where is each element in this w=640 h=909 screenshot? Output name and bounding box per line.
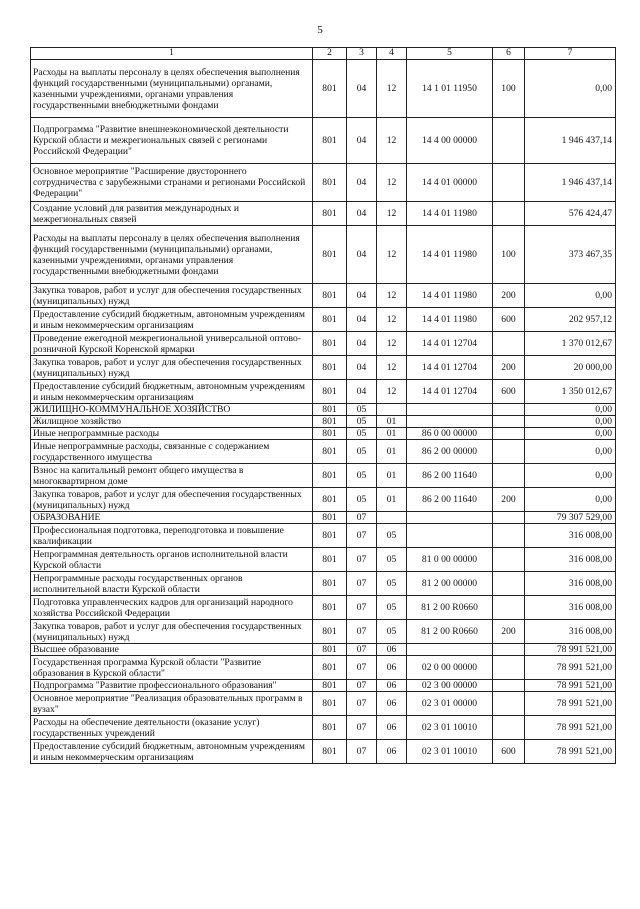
cell-pr bbox=[377, 512, 407, 524]
table-row bbox=[31, 692, 616, 716]
cell-sum: 0,00 bbox=[525, 416, 616, 428]
cell-name: Подпрограмма "Развитие профессионального образования" bbox=[31, 680, 313, 692]
cell-vr bbox=[493, 464, 525, 488]
cell-name: Предоставление субсидий бюджетным, автономным учреждениям и иным некоммерческим организациям bbox=[31, 380, 313, 404]
cell-csr: 81 2 00 R0660 bbox=[407, 596, 493, 620]
cell-sum: 316 008,00 bbox=[525, 524, 616, 548]
cell-csr: 14 4 01 12704 bbox=[407, 356, 493, 380]
cell-pr: 06 bbox=[377, 692, 407, 716]
cell-gr: 801 bbox=[313, 428, 347, 440]
cell-rz: 04 bbox=[347, 356, 377, 380]
cell-csr bbox=[407, 404, 493, 416]
cell-gr: 801 bbox=[313, 644, 347, 656]
cell-gr: 801 bbox=[313, 416, 347, 428]
cell-vr bbox=[493, 428, 525, 440]
cell-name: Проведение ежегодной межрегиональной универсальной оптово-розничной Курской Коренской ярмарки bbox=[31, 332, 313, 356]
cell-name: Профессиональная подготовка, переподготовка и повышение квалификации bbox=[31, 524, 313, 548]
cell-gr: 801 bbox=[313, 692, 347, 716]
table-row bbox=[31, 226, 616, 284]
table-row bbox=[31, 716, 616, 740]
table-row bbox=[31, 202, 616, 226]
cell-vr bbox=[493, 692, 525, 716]
table-row bbox=[31, 60, 616, 118]
cell-vr bbox=[493, 656, 525, 680]
cell-vr bbox=[493, 644, 525, 656]
cell-csr: 02 3 00 00000 bbox=[407, 680, 493, 692]
cell-gr: 801 bbox=[313, 524, 347, 548]
cell-pr: 01 bbox=[377, 416, 407, 428]
cell-rz: 04 bbox=[347, 380, 377, 404]
table-row bbox=[31, 572, 616, 596]
cell-pr: 12 bbox=[377, 226, 407, 284]
cell-name: Иные непрограммные расходы, связанные с содержанием государственного имущества bbox=[31, 440, 313, 464]
cell-name: Иные непрограммные расходы bbox=[31, 428, 313, 440]
cell-rz: 05 bbox=[347, 416, 377, 428]
cell-rz: 05 bbox=[347, 428, 377, 440]
cell-csr bbox=[407, 644, 493, 656]
cell-name: Создание условий для развития международных и межрегиональных связей bbox=[31, 202, 313, 226]
cell-name: Основное мероприятие "Реализация образовательных программ в вузах" bbox=[31, 692, 313, 716]
cell-pr: 05 bbox=[377, 524, 407, 548]
cell-csr: 14 4 00 00000 bbox=[407, 118, 493, 164]
cell-csr: 86 0 00 00000 bbox=[407, 428, 493, 440]
cell-rz: 07 bbox=[347, 572, 377, 596]
cell-gr: 801 bbox=[313, 548, 347, 572]
cell-csr: 81 0 00 00000 bbox=[407, 548, 493, 572]
cell-rz: 04 bbox=[347, 308, 377, 332]
cell-rz: 05 bbox=[347, 464, 377, 488]
cell-vr bbox=[493, 416, 525, 428]
cell-name: Закупка товаров, работ и услуг для обеспечения государственных (муниципальных) нужд bbox=[31, 620, 313, 644]
cell-rz: 05 bbox=[347, 440, 377, 464]
cell-csr: 02 0 00 00000 bbox=[407, 656, 493, 680]
cell-csr: 14 1 01 11950 bbox=[407, 60, 493, 118]
cell-vr bbox=[493, 680, 525, 692]
header-cell: 7 bbox=[525, 48, 616, 60]
cell-sum: 316 008,00 bbox=[525, 572, 616, 596]
cell-gr: 801 bbox=[313, 60, 347, 118]
cell-sum: 0,00 bbox=[525, 488, 616, 512]
cell-csr: 86 2 00 11640 bbox=[407, 488, 493, 512]
header-cell: 6 bbox=[493, 48, 525, 60]
cell-csr bbox=[407, 416, 493, 428]
cell-rz: 05 bbox=[347, 488, 377, 512]
cell-rz: 07 bbox=[347, 548, 377, 572]
cell-sum: 316 008,00 bbox=[525, 548, 616, 572]
cell-pr: 06 bbox=[377, 716, 407, 740]
cell-gr: 801 bbox=[313, 656, 347, 680]
cell-pr: 01 bbox=[377, 488, 407, 512]
cell-pr: 12 bbox=[377, 60, 407, 118]
cell-rz: 04 bbox=[347, 164, 377, 202]
cell-rz: 07 bbox=[347, 644, 377, 656]
cell-csr bbox=[407, 524, 493, 548]
cell-gr: 801 bbox=[313, 356, 347, 380]
cell-name: Государственная программа Курской области "Развитие образования в Курской области" bbox=[31, 656, 313, 680]
cell-sum: 79 307 529,00 bbox=[525, 512, 616, 524]
cell-name: Основное мероприятие "Расширение двустороннего сотрудничества с зарубежными странами и регионами Российской Федерации" bbox=[31, 164, 313, 202]
table-row bbox=[31, 548, 616, 572]
table-row bbox=[31, 428, 616, 440]
budget-table bbox=[30, 47, 616, 764]
cell-gr: 801 bbox=[313, 284, 347, 308]
cell-vr bbox=[493, 404, 525, 416]
cell-gr: 801 bbox=[313, 380, 347, 404]
cell-gr: 801 bbox=[313, 680, 347, 692]
cell-vr bbox=[493, 512, 525, 524]
cell-rz: 04 bbox=[347, 226, 377, 284]
cell-vr bbox=[493, 332, 525, 356]
cell-pr: 12 bbox=[377, 164, 407, 202]
table-row bbox=[31, 440, 616, 464]
cell-sum: 576 424,47 bbox=[525, 202, 616, 226]
cell-gr: 801 bbox=[313, 202, 347, 226]
cell-pr: 12 bbox=[377, 284, 407, 308]
cell-gr: 801 bbox=[313, 740, 347, 764]
cell-vr bbox=[493, 118, 525, 164]
cell-pr: 12 bbox=[377, 356, 407, 380]
cell-name: Расходы на выплаты персоналу в целях обеспечения выполнения функций государственными (муниципальными) органами, казенными учреждениями, органами управления государственными внебюджетными фондами bbox=[31, 226, 313, 284]
cell-vr bbox=[493, 202, 525, 226]
table-row bbox=[31, 464, 616, 488]
cell-name: Закупка товаров, работ и услуг для обеспечения государственных (муниципальных) нужд bbox=[31, 284, 313, 308]
cell-sum: 78 991 521,00 bbox=[525, 680, 616, 692]
cell-name: Непрограммные расходы государственных органов исполнительной власти Курской области bbox=[31, 572, 313, 596]
cell-sum: 0,00 bbox=[525, 428, 616, 440]
cell-gr: 801 bbox=[313, 464, 347, 488]
cell-vr bbox=[493, 572, 525, 596]
cell-csr: 14 4 01 11980 bbox=[407, 308, 493, 332]
cell-csr: 81 2 00 R0660 bbox=[407, 620, 493, 644]
header-cell: 5 bbox=[407, 48, 493, 60]
cell-sum: 316 008,00 bbox=[525, 596, 616, 620]
cell-pr: 06 bbox=[377, 644, 407, 656]
cell-rz: 07 bbox=[347, 620, 377, 644]
cell-pr bbox=[377, 404, 407, 416]
cell-gr: 801 bbox=[313, 332, 347, 356]
cell-pr: 05 bbox=[377, 596, 407, 620]
cell-name: Предоставление субсидий бюджетным, автономным учреждениям и иным некоммерческим организациям bbox=[31, 740, 313, 764]
cell-csr: 02 3 01 10010 bbox=[407, 716, 493, 740]
cell-sum: 0,00 bbox=[525, 440, 616, 464]
cell-csr: 81 2 00 00000 bbox=[407, 572, 493, 596]
cell-name: ЖИЛИЩНО-КОММУНАЛЬНОЕ ХОЗЯЙСТВО bbox=[31, 404, 313, 416]
cell-pr: 05 bbox=[377, 620, 407, 644]
cell-sum: 1 350 012,67 bbox=[525, 380, 616, 404]
cell-gr: 801 bbox=[313, 716, 347, 740]
cell-name: ОБРАЗОВАНИЕ bbox=[31, 512, 313, 524]
cell-csr: 86 2 00 00000 bbox=[407, 440, 493, 464]
cell-sum: 1 946 437,14 bbox=[525, 164, 616, 202]
cell-name: Расходы на обеспечение деятельности (оказание услуг) государственных учреждений bbox=[31, 716, 313, 740]
page-number: 5 bbox=[317, 24, 323, 36]
cell-rz: 07 bbox=[347, 692, 377, 716]
table-row bbox=[31, 512, 616, 524]
cell-rz: 07 bbox=[347, 656, 377, 680]
cell-rz: 04 bbox=[347, 60, 377, 118]
table-row bbox=[31, 740, 616, 764]
cell-pr: 12 bbox=[377, 332, 407, 356]
cell-sum: 0,00 bbox=[525, 404, 616, 416]
cell-vr: 600 bbox=[493, 380, 525, 404]
cell-gr: 801 bbox=[313, 308, 347, 332]
cell-sum: 316 008,00 bbox=[525, 620, 616, 644]
cell-vr: 100 bbox=[493, 60, 525, 118]
cell-name: Подготовка управленческих кадров для организаций народного хозяйства Российской Федерации bbox=[31, 596, 313, 620]
cell-vr bbox=[493, 524, 525, 548]
cell-vr bbox=[493, 548, 525, 572]
cell-name: Закупка товаров, работ и услуг для обеспечения государственных (муниципальных) нужд bbox=[31, 488, 313, 512]
cell-gr: 801 bbox=[313, 440, 347, 464]
cell-gr: 801 bbox=[313, 488, 347, 512]
cell-sum: 78 991 521,00 bbox=[525, 692, 616, 716]
cell-gr: 801 bbox=[313, 512, 347, 524]
cell-sum: 0,00 bbox=[525, 60, 616, 118]
cell-name: Взнос на капитальный ремонт общего имущества в многоквартирном доме bbox=[31, 464, 313, 488]
cell-rz: 07 bbox=[347, 524, 377, 548]
cell-vr: 200 bbox=[493, 356, 525, 380]
cell-rz: 07 bbox=[347, 716, 377, 740]
table-row bbox=[31, 644, 616, 656]
header-cell: 4 bbox=[377, 48, 407, 60]
table-row bbox=[31, 524, 616, 548]
cell-sum: 78 991 521,00 bbox=[525, 716, 616, 740]
cell-sum: 0,00 bbox=[525, 464, 616, 488]
cell-gr: 801 bbox=[313, 404, 347, 416]
cell-vr: 100 bbox=[493, 226, 525, 284]
cell-pr: 01 bbox=[377, 428, 407, 440]
cell-pr: 06 bbox=[377, 740, 407, 764]
cell-pr: 12 bbox=[377, 202, 407, 226]
cell-vr bbox=[493, 164, 525, 202]
cell-csr: 86 2 00 11640 bbox=[407, 464, 493, 488]
cell-rz: 04 bbox=[347, 284, 377, 308]
cell-csr: 14 4 01 11980 bbox=[407, 284, 493, 308]
cell-name: Жилищное хозяйство bbox=[31, 416, 313, 428]
cell-csr: 14 4 01 11980 bbox=[407, 202, 493, 226]
cell-sum: 1 946 437,14 bbox=[525, 118, 616, 164]
cell-pr: 12 bbox=[377, 118, 407, 164]
cell-rz: 07 bbox=[347, 596, 377, 620]
header-cell: 3 bbox=[347, 48, 377, 60]
cell-rz: 07 bbox=[347, 512, 377, 524]
cell-pr: 01 bbox=[377, 464, 407, 488]
cell-vr bbox=[493, 716, 525, 740]
cell-gr: 801 bbox=[313, 596, 347, 620]
cell-pr: 06 bbox=[377, 656, 407, 680]
cell-csr: 14 4 01 12704 bbox=[407, 380, 493, 404]
header-cell: 1 bbox=[31, 48, 313, 60]
cell-csr bbox=[407, 512, 493, 524]
table-row bbox=[31, 404, 616, 416]
table-body bbox=[31, 48, 616, 764]
cell-pr: 12 bbox=[377, 308, 407, 332]
cell-sum: 20 000,00 bbox=[525, 356, 616, 380]
cell-sum: 78 991 521,00 bbox=[525, 740, 616, 764]
cell-csr: 14 4 01 12704 bbox=[407, 332, 493, 356]
cell-sum: 202 957,12 bbox=[525, 308, 616, 332]
table-row bbox=[31, 596, 616, 620]
cell-vr bbox=[493, 596, 525, 620]
cell-vr: 200 bbox=[493, 488, 525, 512]
table-row bbox=[31, 380, 616, 404]
cell-name: Закупка товаров, работ и услуг для обеспечения государственных (муниципальных) нужд bbox=[31, 356, 313, 380]
cell-rz: 04 bbox=[347, 118, 377, 164]
header-cell: 2 bbox=[313, 48, 347, 60]
table-row bbox=[31, 656, 616, 680]
cell-pr: 12 bbox=[377, 380, 407, 404]
table-row bbox=[31, 416, 616, 428]
cell-vr: 200 bbox=[493, 284, 525, 308]
cell-rz: 07 bbox=[347, 740, 377, 764]
cell-vr: 200 bbox=[493, 620, 525, 644]
table-row bbox=[31, 356, 616, 380]
cell-name: Предоставление субсидий бюджетным, автономным учреждениям и иным некоммерческим организациям bbox=[31, 308, 313, 332]
cell-gr: 801 bbox=[313, 164, 347, 202]
cell-name: Высшее образование bbox=[31, 644, 313, 656]
cell-sum: 78 991 521,00 bbox=[525, 644, 616, 656]
cell-vr: 600 bbox=[493, 740, 525, 764]
cell-rz: 04 bbox=[347, 332, 377, 356]
cell-sum: 373 467,35 bbox=[525, 226, 616, 284]
cell-pr: 05 bbox=[377, 548, 407, 572]
table-row bbox=[31, 164, 616, 202]
cell-vr: 600 bbox=[493, 308, 525, 332]
cell-rz: 04 bbox=[347, 202, 377, 226]
cell-vr bbox=[493, 440, 525, 464]
cell-name: Непрограммная деятельность органов исполнительной власти Курской области bbox=[31, 548, 313, 572]
cell-sum: 1 370 012,67 bbox=[525, 332, 616, 356]
cell-name: Расходы на выплаты персоналу в целях обеспечения выполнения функций государственными (муниципальными) органами, казенными учреждениями, органами управления государственными внебюджетными фондами bbox=[31, 60, 313, 118]
cell-rz: 05 bbox=[347, 404, 377, 416]
table-row bbox=[31, 620, 616, 644]
table-row bbox=[31, 332, 616, 356]
cell-gr: 801 bbox=[313, 572, 347, 596]
cell-csr: 02 3 01 10010 bbox=[407, 740, 493, 764]
table-row bbox=[31, 308, 616, 332]
cell-pr: 05 bbox=[377, 572, 407, 596]
table-row bbox=[31, 284, 616, 308]
cell-rz: 07 bbox=[347, 680, 377, 692]
cell-csr: 14 4 01 11980 bbox=[407, 226, 493, 284]
cell-sum: 78 991 521,00 bbox=[525, 656, 616, 680]
table-row bbox=[31, 118, 616, 164]
cell-csr: 14 4 01 00000 bbox=[407, 164, 493, 202]
cell-gr: 801 bbox=[313, 118, 347, 164]
cell-gr: 801 bbox=[313, 620, 347, 644]
cell-pr: 01 bbox=[377, 440, 407, 464]
header-row bbox=[31, 48, 616, 60]
cell-csr: 02 3 01 00000 bbox=[407, 692, 493, 716]
cell-sum: 0,00 bbox=[525, 284, 616, 308]
cell-gr: 801 bbox=[313, 226, 347, 284]
table-row bbox=[31, 488, 616, 512]
cell-name: Подпрограмма "Развитие внешнеэкономической деятельности Курской области и межрегиональных связей с регионами Российской Федерации" bbox=[31, 118, 313, 164]
table-row bbox=[31, 680, 616, 692]
cell-pr: 06 bbox=[377, 680, 407, 692]
